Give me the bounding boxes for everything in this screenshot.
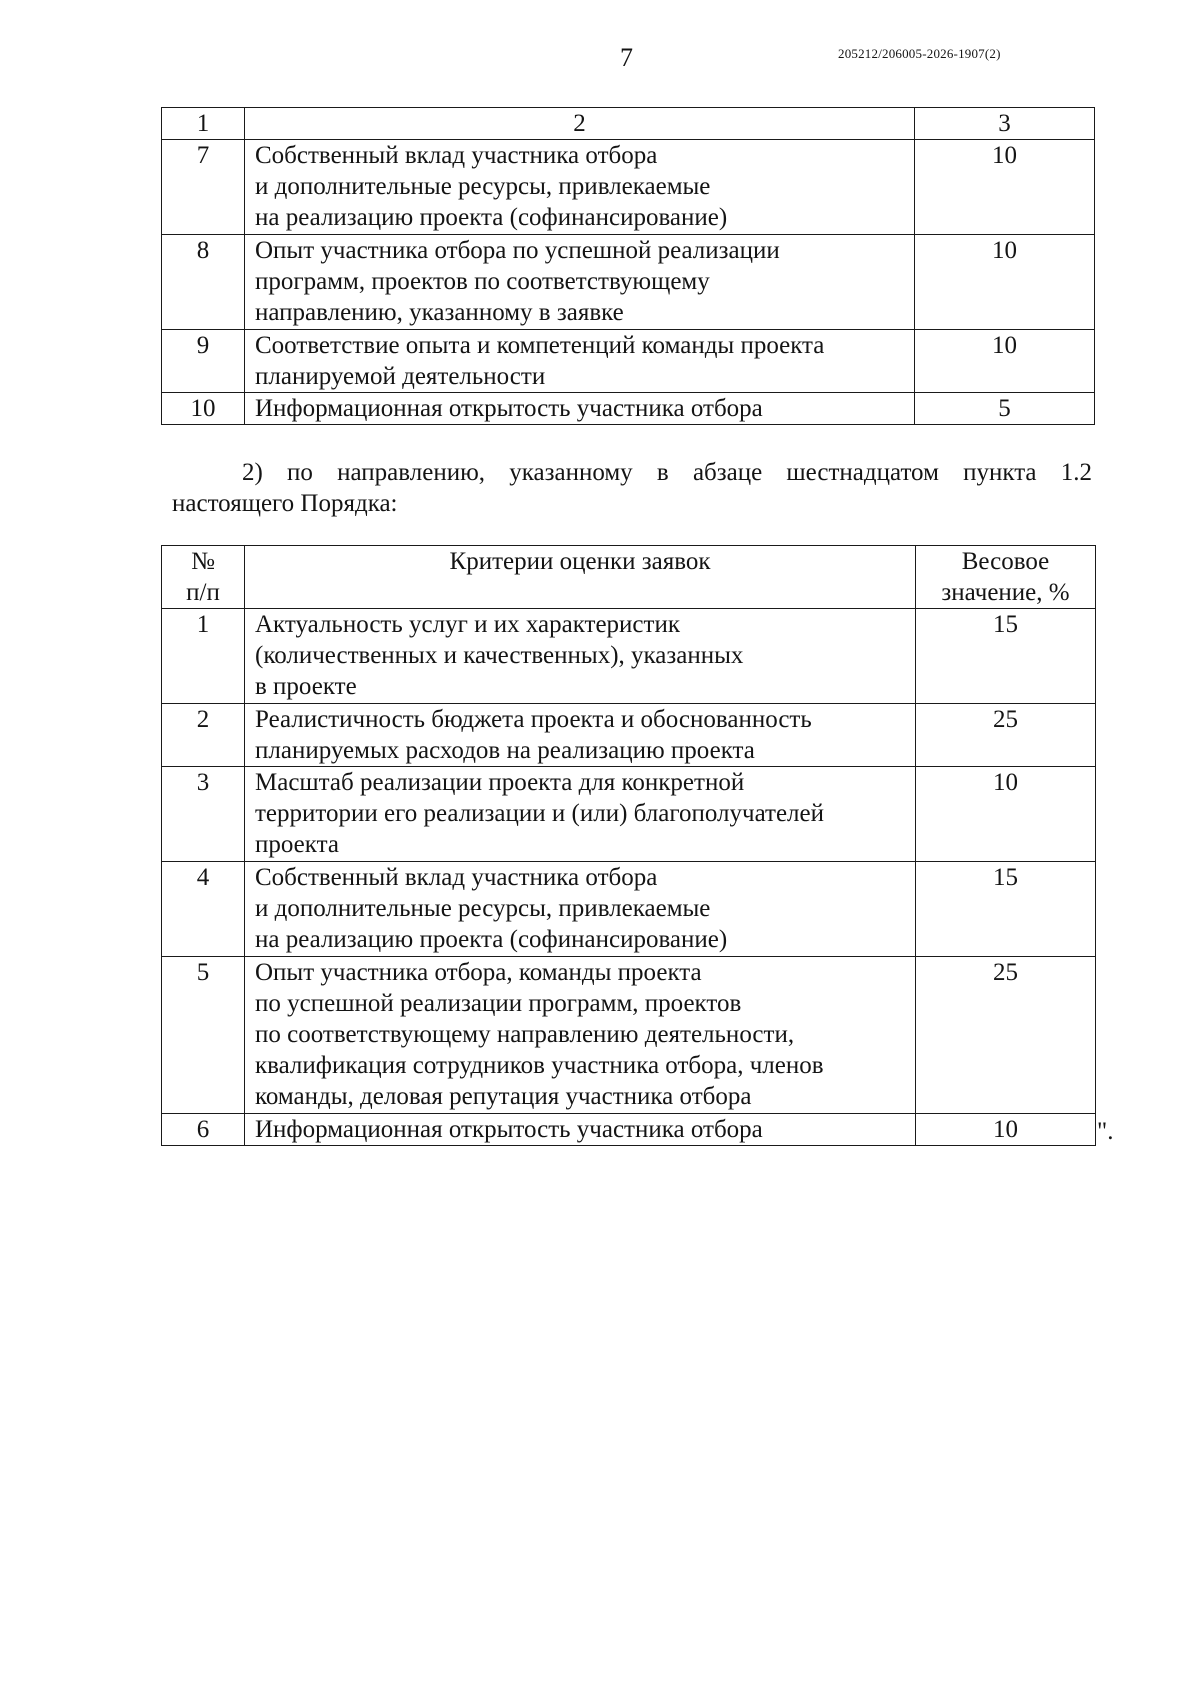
weight-value: 25 xyxy=(916,704,1096,767)
column-number-cell: 1 xyxy=(162,108,245,140)
table-row xyxy=(162,235,1095,330)
weight-value: 15 xyxy=(916,862,1096,957)
row-number: 1 xyxy=(162,609,245,704)
table-row xyxy=(162,330,1095,393)
criteria-table xyxy=(161,545,1096,1146)
criterion-text: Реалистичность бюджета проекта и обоснованность планируемых расходов на реализацию проекта xyxy=(245,704,916,767)
table-header-row xyxy=(162,108,1095,140)
table-row xyxy=(162,1114,1096,1146)
table-row xyxy=(162,767,1096,862)
intro-line-1: 2) по направлению, указанному в абзаце шестнадцатом пункта 1.2 xyxy=(242,459,1092,486)
row-number: 3 xyxy=(162,767,245,862)
criterion-text: Информационная открытость участника отбора xyxy=(245,1114,916,1146)
criterion-text: Опыт участника отбора, команды проекта по успешной реализации программ, проектов по соответствующему направлению деятельности, квалификация сотрудников участника отбора, членов команды, деловая репутация участника отбора xyxy=(245,957,916,1114)
row-number: 2 xyxy=(162,704,245,767)
intro-paragraph xyxy=(172,457,1092,519)
weight-value: 10 xyxy=(916,767,1096,862)
column-number-cell: 2 xyxy=(245,108,915,140)
criterion-text: Опыт участника отбора по успешной реализации программ, проектов по соответствующему направлению, указанному в заявке xyxy=(245,235,915,330)
row-number: 5 xyxy=(162,957,245,1114)
header-criterion: Критерии оценки заявок xyxy=(245,546,916,609)
criterion-text: Масштаб реализации проекта для конкретной территории его реализации и (или) благополучателей проекта xyxy=(245,767,916,862)
document-id: 205212/206005-2026-1907(2) xyxy=(838,46,1001,61)
weight-value: 10 xyxy=(915,330,1095,393)
weight-value: 10 xyxy=(915,235,1095,330)
criterion-text: Информационная открытость участника отбора xyxy=(245,393,915,425)
page-number: 7 xyxy=(620,43,633,72)
row-number: 4 xyxy=(162,862,245,957)
criterion-text: Собственный вклад участника отбора и дополнительные ресурсы, привлекаемые на реализацию проекта (софинансирование) xyxy=(245,140,915,235)
table-row xyxy=(162,957,1096,1114)
closing-quote-mark: ". xyxy=(1097,1118,1114,1145)
table-row xyxy=(162,140,1095,235)
header-weight: Весовое значение, % xyxy=(916,546,1096,609)
row-number: 7 xyxy=(162,140,245,235)
row-number: 9 xyxy=(162,330,245,393)
table-row xyxy=(162,609,1096,704)
row-number: 10 xyxy=(162,393,245,425)
criterion-text: Собственный вклад участника отбора и дополнительные ресурсы, привлекаемые на реализацию проекта (софинансирование) xyxy=(245,862,916,957)
weight-value: 25 xyxy=(916,957,1096,1114)
row-number: 8 xyxy=(162,235,245,330)
intro-line-2: настоящего Порядка: xyxy=(172,490,398,517)
criterion-text: Актуальность услуг и их характеристик (количественных и качественных), указанных в проекте xyxy=(245,609,916,704)
weight-value: 5 xyxy=(915,393,1095,425)
column-number-cell: 3 xyxy=(915,108,1095,140)
weight-value: 10 xyxy=(915,140,1095,235)
table-row xyxy=(162,704,1096,767)
table-row xyxy=(162,862,1096,957)
table-header-row xyxy=(162,546,1096,609)
header-number: № п/п xyxy=(162,546,245,609)
table-row xyxy=(162,393,1095,425)
row-number: 6 xyxy=(162,1114,245,1146)
criteria-table-continued xyxy=(161,107,1095,425)
weight-value: 15 xyxy=(916,609,1096,704)
weight-value: 10 xyxy=(916,1114,1096,1146)
criterion-text: Соответствие опыта и компетенций команды проекта планируемой деятельности xyxy=(245,330,915,393)
